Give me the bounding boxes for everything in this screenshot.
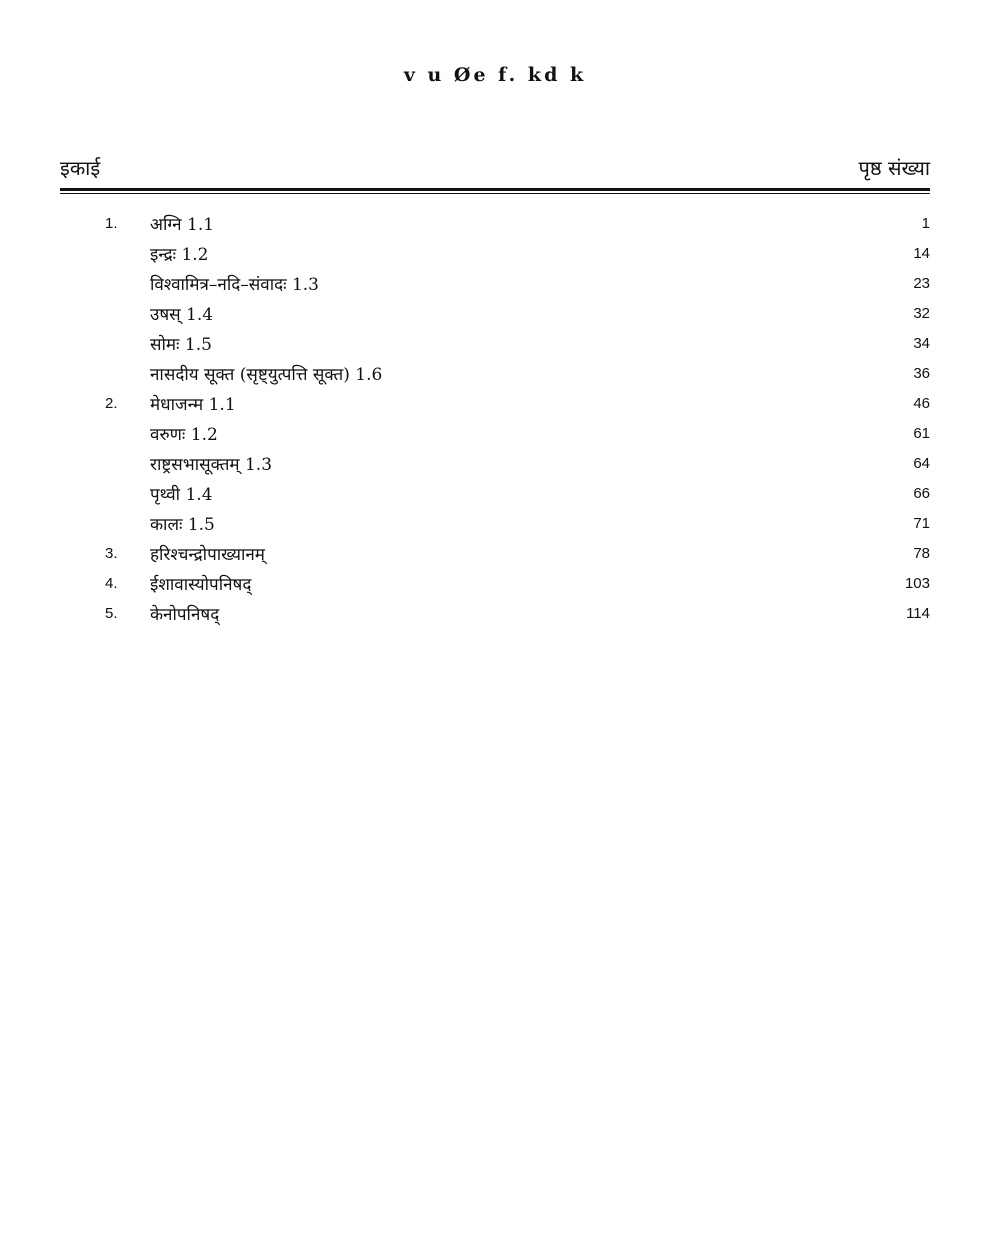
entry-title: केनोपनिषद् (150, 605, 220, 625)
entry-page-number: 1 (921, 215, 930, 232)
toc-entry[interactable] (60, 389, 930, 419)
entry-title: राष्ट्रसभासूक्तम् 1.3 (150, 455, 273, 475)
unit-column-heading: इकाई (60, 156, 101, 180)
entry-page-number: 66 (913, 485, 930, 502)
entry-title: विश्वामित्र–नदि–संवादः 1.3 (150, 275, 320, 295)
entry-title: अग्नि 1.1 (150, 215, 215, 235)
entry-page-number: 71 (913, 515, 930, 532)
entry-title: हरिश्चन्द्रोपाख्यानम् (150, 545, 265, 565)
entry-title: इन्द्रः 1.2 (150, 245, 209, 265)
entry-page-number: 14 (913, 245, 930, 262)
entry-unit-number: 2. (105, 395, 118, 412)
entry-title: कालः 1.5 (150, 515, 215, 535)
toc-entry[interactable] (60, 329, 930, 359)
entry-title: पृथ्वी 1.4 (150, 485, 213, 505)
entry-title: वरुणः 1.2 (150, 425, 218, 445)
entry-page-number: 78 (913, 545, 930, 562)
entry-page-number: 114 (906, 605, 930, 622)
toc-entry[interactable] (60, 359, 930, 389)
toc-entry[interactable] (60, 599, 930, 629)
entry-page-number: 36 (913, 365, 930, 382)
entry-unit-number: 4. (105, 575, 118, 592)
toc-entry[interactable] (60, 449, 930, 479)
entry-page-number: 46 (913, 395, 930, 412)
entry-page-number: 23 (913, 275, 930, 292)
entry-unit-number: 1. (105, 215, 118, 232)
entry-unit-number: 5. (105, 605, 118, 622)
entry-unit-number: 3. (105, 545, 118, 562)
entry-page-number: 61 (913, 425, 930, 442)
entry-title: ईशावास्योपनिषद् (150, 575, 252, 595)
toc-entry[interactable] (60, 539, 930, 569)
entry-title: नासदीय सूक्त (सृष्ट्युत्पत्ति सूक्त) 1.6 (150, 365, 383, 385)
page-title: v u Øe f. kd k (403, 64, 587, 86)
entry-page-number: 34 (913, 335, 930, 352)
entry-page-number: 64 (913, 455, 930, 472)
entry-title: मेधाजन्म 1.1 (150, 395, 236, 415)
page-number-column-heading: पृष्ठ संख्या (858, 156, 930, 180)
toc-entry[interactable] (60, 419, 930, 449)
entry-page-number: 103 (904, 575, 930, 592)
toc-entry[interactable] (60, 209, 930, 239)
toc-entry[interactable] (60, 569, 930, 599)
header-divider-thin (60, 193, 930, 194)
header-divider-thick (60, 188, 930, 191)
toc-entry[interactable] (60, 239, 930, 269)
toc-entry[interactable] (60, 479, 930, 509)
toc-entry[interactable] (60, 509, 930, 539)
toc-header (60, 154, 930, 184)
toc-entry[interactable] (60, 269, 930, 299)
entry-title: सोमः 1.5 (150, 335, 212, 355)
table-of-contents (60, 209, 930, 629)
entry-title: उषस् 1.4 (150, 305, 214, 325)
entry-page-number: 32 (913, 305, 930, 322)
toc-entry[interactable] (60, 299, 930, 329)
